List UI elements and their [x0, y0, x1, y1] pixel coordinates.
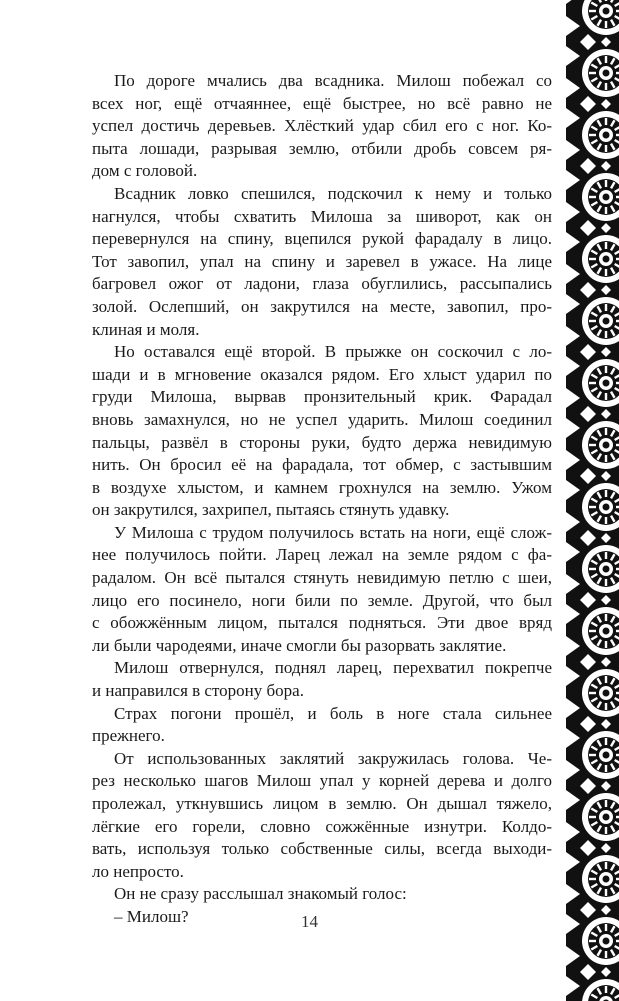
ornament-shape: [580, 964, 596, 980]
ornament-shape: [566, 480, 580, 500]
ornament-shape: [603, 876, 610, 883]
ornament-shape: [580, 654, 596, 670]
text-line: радалом. Он всё пытался стянуть невидимую петлю с шеи,: [92, 568, 552, 588]
text-line: лицо его посинело, ноги били по земле. Другой, что был: [92, 590, 552, 610]
ornament-shape: [580, 902, 596, 918]
ornament-shape: [580, 716, 596, 732]
ornament-shape: [566, 294, 580, 314]
ornament-shape: [603, 132, 610, 139]
text-line: Милош отвернулся, поднял ларец, перехватил покрепче: [114, 658, 552, 678]
ornament-shape: [603, 938, 610, 945]
ornament-shape: [566, 450, 580, 470]
ornament-shape: [580, 220, 596, 236]
ornament-shape: [601, 161, 611, 171]
ornament-shape: [601, 37, 611, 47]
ornament-shape: [601, 657, 611, 667]
ornament-pattern-icon: [566, 0, 619, 1001]
text-line: вновь замахнулся, но не успел ударить. Милош соединил: [92, 409, 552, 429]
ornament-shape: [566, 388, 580, 408]
ornament-shape: [566, 202, 580, 222]
ornament-shape: [601, 99, 611, 109]
text-line: пальцы, развёл в стороны руки, будто держа невидимую: [92, 432, 552, 452]
page-number: 14: [301, 912, 318, 931]
ornament-shape: [601, 595, 611, 605]
text-line: По дороге мчались два всадника. Милош побежал со: [114, 71, 552, 90]
ornament-shape: [566, 356, 580, 376]
ornament-shape: [603, 752, 610, 759]
ornament-shape: [566, 0, 580, 4]
text-line: Тот завопил, упал на спину и заревел в ужасе. На лице: [92, 251, 552, 271]
text-line: багровел ожог от ладони, глаза обуглились, рассыпались: [92, 274, 552, 294]
ornament-shape: [580, 406, 596, 422]
text-line: и направился в сторону бора.: [92, 681, 304, 701]
ornament-shape: [566, 636, 580, 656]
text-line: ли были чародеями, иначе смогли бы разорвать заклятие.: [92, 635, 507, 655]
ornamental-border: [566, 0, 619, 1001]
ornament-shape: [601, 967, 611, 977]
text-line: Всадник ловко спешился, подскочил к нему и только: [114, 183, 552, 203]
text-line: дом с головой.: [92, 161, 198, 181]
ornament-shape: [566, 666, 580, 686]
ornament-shape: [580, 840, 596, 856]
ornament-shape: [601, 223, 611, 233]
ornament-shape: [566, 822, 580, 842]
ornament-shape: [566, 542, 580, 562]
ornament-shape: [566, 46, 580, 66]
ornament-shape: [566, 728, 580, 748]
text-line: шади и в мгновение оказался рядом. Его хлыст ударил по: [92, 364, 552, 384]
ornament-shape: [566, 418, 580, 438]
ornament-shape: [566, 16, 580, 36]
ornament-shape: [601, 409, 611, 419]
ornament-shape: [603, 504, 610, 511]
text-line: клиная и моля.: [92, 319, 200, 339]
text-line: нее получилось пойти. Ларец лежал на земле рядом с фа-: [92, 545, 552, 565]
text-line: вать, используя только собственные силы, всегда выходи-: [92, 839, 552, 859]
text-line: лёгкие его горели, словно сожжённые изнутри. Колдо-: [92, 816, 552, 836]
text-line: в воздухе хлыстом, и камнем грохнулся на землю. Ужом: [92, 477, 552, 497]
ornament-shape: [566, 512, 580, 532]
text-line: Он не сразу расслышал знакомый голос:: [114, 884, 407, 904]
ornament-shape: [580, 282, 596, 298]
ornament-shape: [603, 690, 610, 697]
text-line: успел достичь деревьев. Хлёсткий удар сбил его с ног. Ко-: [92, 116, 552, 136]
text-line: От использованных заклятий закружилась голова. Че-: [114, 748, 552, 768]
ornament-shape: [601, 471, 611, 481]
text-line: – Милош?: [114, 906, 189, 926]
ornament-shape: [566, 232, 580, 252]
ornament-shape: [566, 574, 580, 594]
ornament-shape: [601, 905, 611, 915]
text-line: с обожжённым лицом, пытался подняться. Эти двое вряд: [92, 613, 552, 633]
ornament-shape: [566, 760, 580, 780]
ornament-shape: [566, 790, 580, 810]
ornament-shape: [603, 318, 610, 325]
ornament-shape: [566, 264, 580, 284]
ornament-shape: [601, 781, 611, 791]
ornament-shape: [601, 843, 611, 853]
ornament-shape: [566, 604, 580, 624]
text-line: всех ног, ещё отчаяннее, ещё быстрее, но всё равно не: [92, 93, 552, 113]
ornament-shape: [580, 96, 596, 112]
text-line: нить. Он бросил её на фарадала, тот обмер, с застывшим: [92, 455, 552, 475]
ornament-shape: [566, 78, 580, 98]
ornament-shape: [580, 468, 596, 484]
ornament-shape: [603, 628, 610, 635]
text-line: пролежал, уткнувшись лицом в землю. Он дышал тяжело,: [92, 794, 552, 813]
text-line: золой. Ослепший, он закрутился на месте, завопил, про-: [92, 296, 552, 316]
ornament-shape: [566, 326, 580, 346]
text-line: Но оставался ещё второй. В прыжке он соскочил с ло-: [114, 342, 552, 362]
ornament-shape: [603, 814, 610, 821]
ornament-shape: [566, 108, 580, 128]
ornament-shape: [566, 140, 580, 160]
ornament-shape: [580, 34, 596, 50]
text-line: рез несколько шагов Милош упал у корней дерева и долго: [92, 771, 552, 791]
ornament-shape: [603, 70, 610, 77]
ornament-shape: [603, 566, 610, 573]
text-line: нагнулся, чтобы схватить Милоша за шиворот, как он: [92, 206, 552, 226]
text-line: ло непросто.: [92, 861, 184, 881]
ornament-shape: [603, 8, 610, 15]
text-line: прежнего.: [92, 726, 165, 746]
text-line: Страх погони прошёл, и боль в ноге стала сильнее: [114, 703, 552, 723]
ornament-shape: [580, 778, 596, 794]
ornament-shape: [566, 976, 580, 996]
ornament-shape: [566, 170, 580, 190]
text-line: перевернулся на спину, вцепился рукой фарадалу в лицо.: [92, 229, 552, 249]
ornament-shape: [580, 592, 596, 608]
ornament-shape: [580, 530, 596, 546]
text-line: У Милоша с трудом получилось встать на ноги, ещё слож-: [114, 522, 552, 542]
text-line: пыта лошади, разрывая землю, отбили дробь совсем ря-: [92, 138, 552, 158]
ornament-shape: [603, 256, 610, 263]
ornament-shape: [601, 533, 611, 543]
page-text: [92, 70, 552, 929]
ornament-shape: [580, 158, 596, 174]
ornament-shape: [603, 442, 610, 449]
ornament-shape: [566, 946, 580, 966]
ornament-shape: [566, 852, 580, 872]
ornament-shape: [601, 285, 611, 295]
text-line: груди Милоша, вырвав пронзительный крик. Фарадал: [92, 387, 552, 407]
ornament-shape: [603, 380, 610, 387]
ornament-shape: [566, 884, 580, 904]
ornament-shape: [566, 698, 580, 718]
ornament-shape: [601, 347, 611, 357]
ornament-shape: [566, 914, 580, 934]
text-line: он закрутился, захрипел, пытаясь стянуть удавку.: [92, 500, 450, 520]
ornament-shape: [601, 719, 611, 729]
ornament-shape: [603, 194, 610, 201]
ornament-shape: [580, 344, 596, 360]
